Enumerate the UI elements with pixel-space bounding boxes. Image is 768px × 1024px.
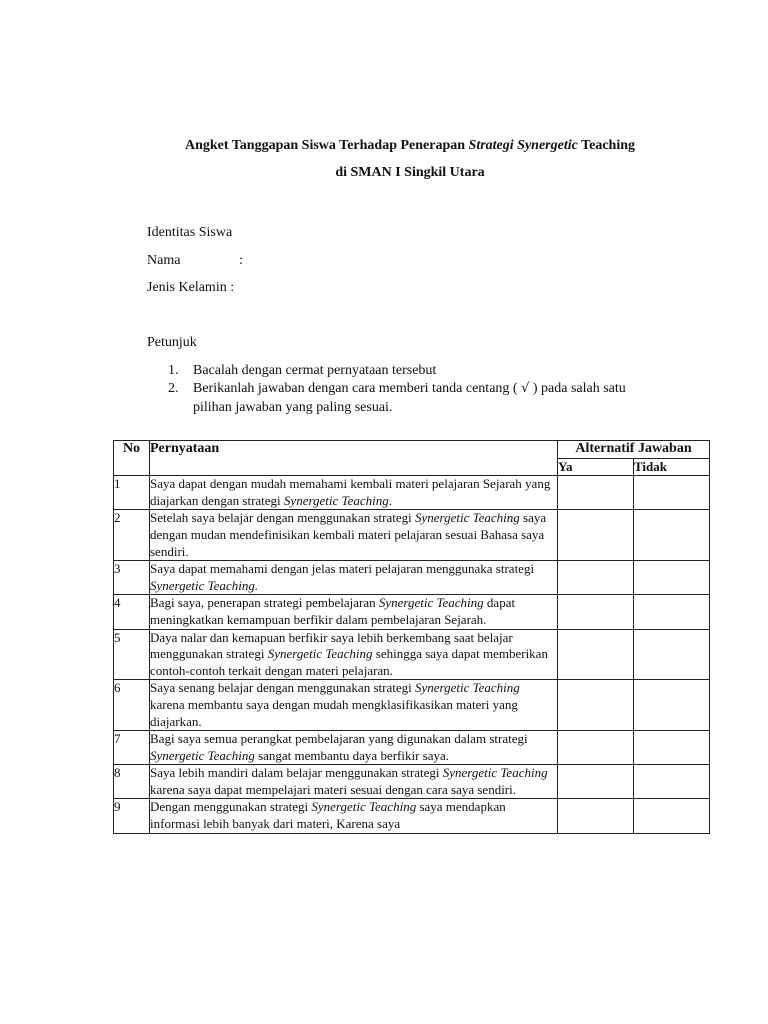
answer-cell-ya[interactable] [558, 561, 634, 595]
answer-cell-tidak[interactable] [634, 765, 710, 799]
statement-text-end: karena saya dapat mempelajari materi sesuai dengan cara saya sendiri. [150, 781, 516, 797]
table-row [114, 629, 710, 680]
statement-text-end: saya mendapkan informasi lebih banyak dari materi, Karena saya [150, 799, 506, 832]
answer-cell-ya[interactable] [558, 629, 634, 680]
questionnaire-table [113, 440, 710, 834]
instruction-num-2: 2. [168, 381, 179, 396]
column-header-statement: Pernyataan [150, 441, 558, 476]
statement-strategy-name: Synergetic Teaching [267, 646, 373, 662]
statement-strategy-name: Synergetic Teaching [414, 680, 520, 696]
answer-cell-tidak[interactable] [634, 561, 710, 595]
row-number: 8 [114, 765, 150, 799]
answer-cell-ya[interactable] [558, 799, 634, 833]
statement-cell [150, 765, 558, 799]
column-header-tidak: Tidak [634, 458, 710, 476]
answer-cell-ya[interactable] [558, 476, 634, 510]
instruction-num-1: 1. [168, 363, 179, 378]
statement-cell [150, 680, 558, 731]
statement-text: Bagi saya semua perangkat pembelajaran yang digunakan dalam strategi [150, 731, 528, 747]
column-header-no: No [114, 441, 150, 476]
check-mark-icon: √ [521, 381, 530, 396]
statement-strategy-name: Synergetic Teaching [311, 799, 417, 815]
statement-text: Setelah saya belajar dengan menggunakan strategi [150, 510, 415, 526]
statement-text-end: saya dengan mudan mendefinisikan kembali materi pelajaran sesuai Bahasa saya sendiri. [150, 510, 547, 559]
jenis-kelamin-field: Jenis Kelamin : [147, 280, 235, 295]
statement-text-end: sangat membantu daya berfikir saya. [254, 747, 450, 763]
document-title-line2: di SMAN I Singkil Utara [335, 165, 485, 180]
table-row [114, 765, 710, 799]
table-row [114, 595, 710, 629]
statement-strategy-name: Synergetic Teaching [414, 510, 520, 526]
statement-strategy-name: Synergetic Teaching [283, 492, 389, 508]
instruction-item-2-continued: pilihan jawaban yang paling sesuai. [193, 400, 393, 415]
document-title-line1 [0, 138, 768, 154]
instruction-item-1 [168, 363, 436, 379]
column-header-ya: Ya [558, 458, 634, 476]
statement-text: Daya nalar dan kemapuan berfikir saya lebih berkembang saat belajar menggunakan strategi [150, 629, 513, 662]
statement-strategy-name: Synergetic Teaching [378, 595, 484, 611]
statement-text-end: karena membantu saya dengan mudah mengklasifikasikan materi yang diajarkan. [150, 696, 518, 729]
identity-heading: Identitas Siswa [147, 225, 233, 240]
statement-text: Saya dapat dengan mudah memahami kembali materi pelajaran Sejarah yang diajarkan dengan strategi [150, 476, 551, 508]
row-number: 1 [114, 476, 150, 510]
row-number: 2 [114, 510, 150, 561]
answer-cell-ya[interactable] [558, 510, 634, 561]
statement-strategy-name: Synergetic Teaching. [150, 577, 259, 593]
row-number: 9 [114, 799, 150, 833]
statement-cell [150, 595, 558, 629]
statement-text: Bagi saya, penerapan strategi pembelajaran [150, 595, 379, 611]
title-text-2: Teaching [577, 138, 636, 153]
table-row [114, 561, 710, 595]
instructions-heading: Petunjuk [147, 335, 197, 350]
title-text-1: Angket Tanggapan Siswa Terhadap Penerapan [184, 138, 469, 153]
answer-cell-ya[interactable] [558, 731, 634, 765]
answer-cell-ya[interactable] [558, 680, 634, 731]
table-row [114, 476, 710, 510]
instruction-text-2b: ) pada salah satu [529, 381, 626, 396]
instruction-text-2a: Berikanlah jawaban dengan cara memberi tanda centang ( [193, 381, 522, 396]
statement-text-end: . [388, 492, 392, 508]
statement-strategy-name: Synergetic Teaching [150, 747, 255, 763]
row-number: 3 [114, 561, 150, 595]
statement-text-end: sehingga saya dapat memberikan contoh-contoh terkait dengan materi pelajaran. [150, 646, 548, 678]
row-number: 4 [114, 595, 150, 629]
table-row [114, 731, 710, 765]
nama-colon: : [239, 253, 243, 268]
table-row [114, 680, 710, 731]
table-row [114, 799, 710, 833]
statement-cell [150, 629, 558, 680]
row-number: 5 [114, 629, 150, 680]
nama-field [147, 253, 243, 269]
answer-cell-ya[interactable] [558, 765, 634, 799]
answer-cell-tidak[interactable] [634, 799, 710, 833]
column-header-alternatives: Alternatif Jawaban [558, 441, 710, 459]
statement-text: Saya senang belajar dengan menggunakan strategi [150, 680, 415, 696]
answer-cell-tidak[interactable] [634, 629, 710, 680]
statement-cell [150, 476, 558, 510]
table-row [114, 510, 710, 561]
answer-cell-tidak[interactable] [634, 680, 710, 731]
statement-cell [150, 799, 558, 833]
statement-cell [150, 561, 558, 595]
instruction-text-1: Bacalah dengan cermat pernyataan tersebut [193, 363, 437, 378]
answer-cell-tidak[interactable] [634, 510, 710, 561]
row-number: 7 [114, 731, 150, 765]
answer-cell-tidak[interactable] [634, 595, 710, 629]
statement-text: Saya lebih mandiri dalam belajar menggunakan strategi [150, 765, 443, 781]
instruction-item-2 [168, 381, 626, 397]
nama-label: Nama [147, 253, 181, 268]
answer-cell-ya[interactable] [558, 595, 634, 629]
answer-cell-tidak[interactable] [634, 476, 710, 510]
statement-cell [150, 731, 558, 765]
statement-cell [150, 510, 558, 561]
answer-cell-tidak[interactable] [634, 731, 710, 765]
statement-strategy-name: Synergetic Teaching [442, 765, 548, 781]
statement-text-end: dapat meningkatkan kemampuan berfikir dalam pembelajaran Sejarah. [150, 595, 516, 627]
row-number: 6 [114, 680, 150, 731]
statement-text: Dengan menggunakan strategi [150, 799, 312, 815]
statement-text: Saya dapat memahami dengan jelas materi pelajaran menggunaka strategi [150, 561, 535, 577]
title-text-italic: Strategi Synergetic [468, 138, 578, 153]
